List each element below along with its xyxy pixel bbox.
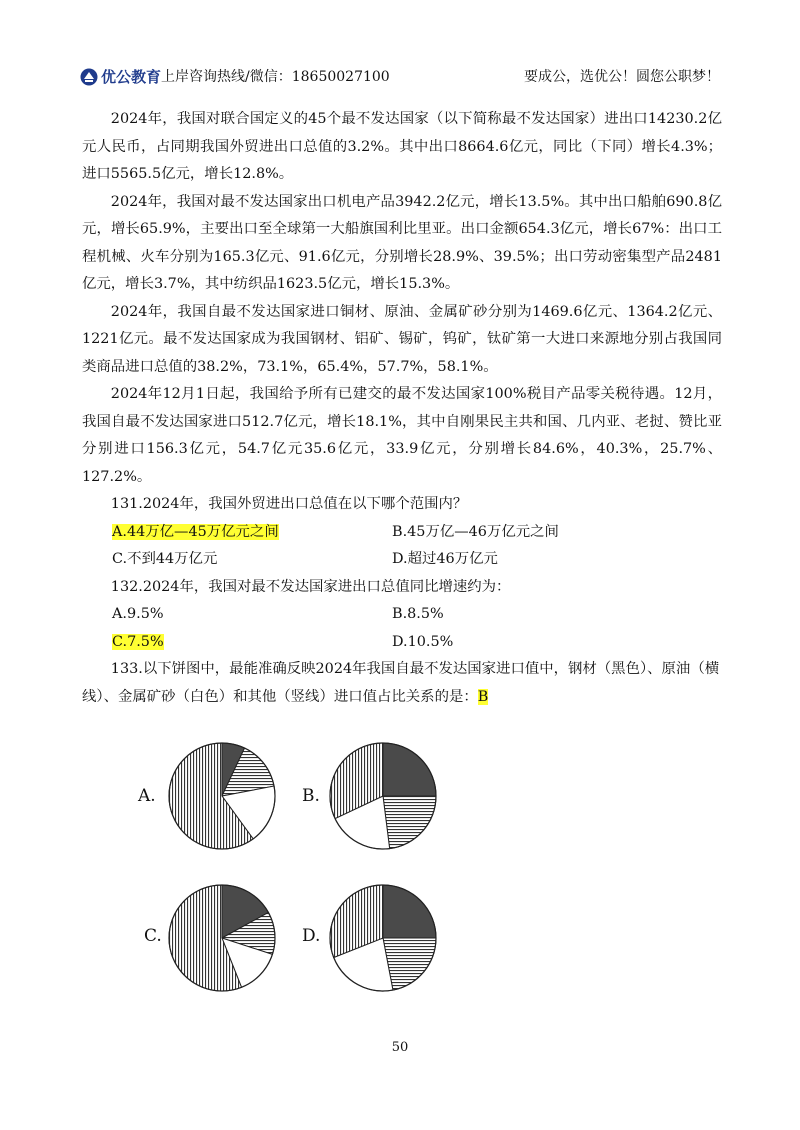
hotline-text: 上岸咨询热线/微信：18650027100 [161, 69, 390, 85]
option-131-a[interactable] [82, 519, 388, 547]
paragraph-2: 2024年，我国对最不发达国家出口机电产品3942.2亿元，增长13.5%。其中出口船舶690.8亿元，增长65.9%，主要出口至全球第一大船旗国利比里亚。出口金额654.3亿元，增长67%：出口工程机械、火车分别为165.3亿元、91.6亿元，分别增长28.9%、39.5%；出口劳动密集型产品2481亿元，增长3.7%，其中纺织品1623.5亿元，增长15.3%。 [82, 193, 722, 292]
page-header [80, 64, 720, 90]
pie-label-b: B. [302, 786, 320, 806]
pie-label-c: C. [144, 926, 162, 946]
option-131-c[interactable]: C.不到44万亿元 [112, 551, 218, 567]
option-132-b[interactable]: B.8.5% [392, 606, 444, 622]
option-132-d[interactable]: D.10.5% [392, 633, 454, 650]
pie-d-slice-black [383, 885, 436, 938]
pie-label-a: A. [138, 786, 156, 806]
pie-b-slice-black [383, 743, 436, 796]
option-132-c[interactable] [82, 629, 388, 657]
page-number: 50 [391, 1040, 409, 1055]
highlighted-answer: C.7.5% [112, 633, 164, 650]
brand [80, 64, 390, 90]
question-133-stem [82, 656, 722, 711]
highlighted-answer: A.44万亿—45万亿元之间 [112, 523, 279, 540]
option-131-b[interactable]: B.45万亿—46万亿元之间 [392, 523, 559, 540]
question-132-options-row2 [82, 629, 722, 657]
question-131-options-row1 [82, 519, 722, 547]
document-body [82, 106, 722, 711]
paragraph-1: 2024年，我国对联合国定义的45个最不发达国家（以下简称最不发达国家）进出口14230.2亿元人民币，占同期我国外贸进出口总值的3.2%。其中出口8664.6亿元，同比（下同）增长4.3%；进口5565.5亿元，增长12.8%。 [82, 111, 722, 182]
question-132-stem: 132.2024年，我国对最不发达国家进出口总值同比增速约为： [110, 578, 511, 595]
question-133-answer: B [477, 688, 489, 705]
pie-label-d: D. [302, 926, 321, 946]
brand-name: 优公教育 [101, 68, 162, 86]
question-132-options-row1 [82, 601, 722, 629]
option-132-a[interactable]: A.9.5% [112, 606, 164, 622]
paragraph-4: 2024年12月1日起，我国给予所有已建交的最不发达国家100%税目产品零关税待遇。12月，我国自最不发达国家进口512.7亿元，增长18.1%，其中自刚果民主共和国、几内亚、老挝、赞比亚分别进口156.3亿元，54.7亿元35.6亿元，33.9亿元，分别增长84.6%，40.3%，25.7%、127.2%。 [82, 386, 722, 485]
slogan: 要成公，选优公！圆您公职梦！ [524, 69, 720, 85]
brand-logo-icon [80, 68, 98, 86]
pie-chart-options [130, 742, 460, 1002]
option-131-d[interactable]: D.超过46万亿元 [392, 551, 498, 567]
question-131-stem: 131.2024年，我国外贸进出口总值在以下哪个范围内？ [110, 496, 468, 512]
question-133-text: 133.以下饼图中，最能准确反映2024年我国自最不发达国家进口值中，钢材（黑色）、原油（横线）、金属矿砂（白色）和其他（竖线）进口值占比关系的是： [82, 661, 720, 705]
pie-b-slice-horizontal [383, 796, 436, 849]
pie-charts-svg [130, 742, 460, 1002]
paragraph-3: 2024年，我国自最不发达国家进口铜材、原油、金属矿砂分别为1469.6亿元、1364.2亿元、1221亿元。最不发达国家成为我国钢材、铝矿、锡矿，钨矿，钛矿第一大进口来源地分别占我国同类商品进口总值的38.2%，73.1%，65.4%，57.7%，58.1%。 [82, 303, 722, 375]
question-131-options-row2 [82, 546, 722, 574]
